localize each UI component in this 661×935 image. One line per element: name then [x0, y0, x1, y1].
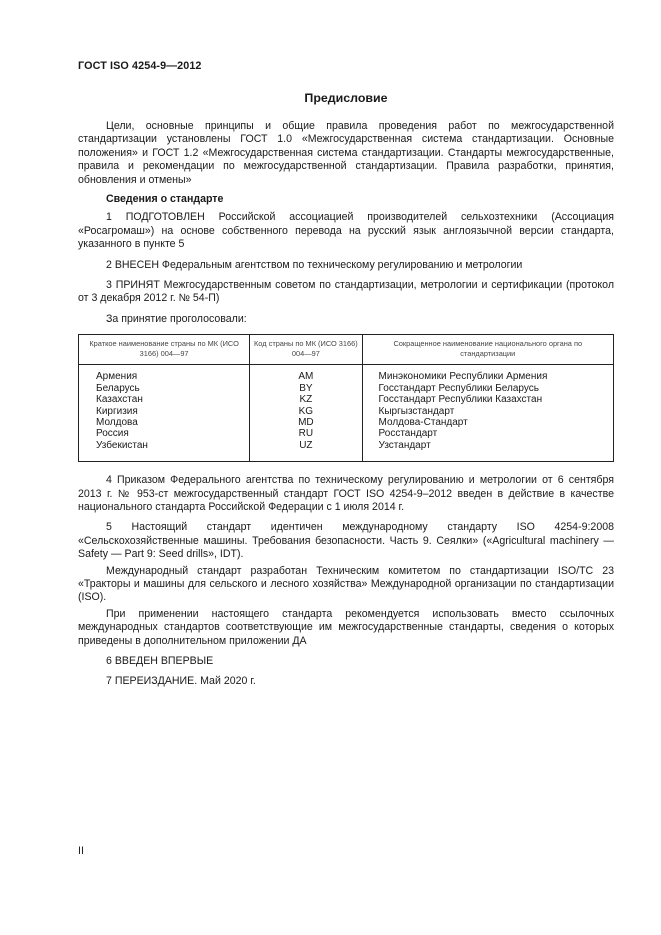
page-title: Предисловие [304, 91, 388, 105]
body-cell: Госстандарт Республики Казахстан [362, 394, 613, 405]
code-cell: KZ [250, 394, 362, 405]
table-row [79, 440, 614, 462]
page-number: II [78, 845, 84, 857]
country-cell: Россия [79, 428, 250, 439]
table-row [79, 406, 614, 417]
body-cell: Молдова-Стандарт [362, 417, 613, 428]
item-1: 1 ПОДГОТОВЛЕН Российской ассоциацией производителей сельхозтехники (Ассоциация «Росагромаш») на основе собственного перевода на русский язык англоязычной версии стандарта, указанного в пункте 5 [78, 211, 614, 251]
country-cell: Молдова [79, 417, 250, 428]
voting-table [78, 334, 614, 462]
code-cell: RU [250, 428, 362, 439]
item-2: 2 ВНЕСЕН Федеральным агентством по техническому регулированию и метрологии [106, 258, 523, 271]
body-cell: Узстандарт [362, 440, 613, 462]
item-7: 7 ПЕРЕИЗДАНИЕ. Май 2020 г. [106, 675, 256, 688]
code-cell: MD [250, 417, 362, 428]
table-row [79, 428, 614, 439]
body-cell: Росстандарт [362, 428, 613, 439]
table-row [79, 383, 614, 394]
document-body [78, 120, 614, 689]
code-cell: KG [250, 406, 362, 417]
country-cell: Казахстан [79, 394, 250, 405]
country-cell: Беларусь [79, 383, 250, 394]
country-cell: Узбекистан [79, 440, 250, 462]
section-title: Сведения о стандарте [106, 193, 224, 206]
item-3: 3 ПРИНЯТ Межгосударственным советом по стандартизации, метрологии и сертификации (протокол от 3 декабря 2012 г. № 54-П) [78, 279, 614, 305]
code-cell: UZ [250, 440, 362, 462]
item-4: 4 Приказом Федерального агентства по техническому регулированию и метрологии от 6 сентября 2013 г. № 953-ст межгосударственный стандарт ГОСТ ISO 4254-9–2012 введен в действие в качестве национального стандарта Российской Федерации с 1 июля 2014 г. [78, 474, 614, 513]
item-5-note-iso: Международный стандарт разработан Техническим комитетом по стандартизации ISO/TC 23 «Тракторы и машины для сельского и лесного хозяйства» Международной организации по стандартизации (ISO). [78, 564, 614, 604]
table-row [79, 394, 614, 405]
table-row [79, 417, 614, 428]
table-header-row [79, 335, 614, 365]
item-3-vote: За принятие проголосовали: [106, 312, 247, 325]
code-cell: BY [250, 383, 362, 394]
item-5: 5 Настоящий стандарт идентичен международному стандарту ISO 4254-9:2008 «Сельскохозяйственные машины. Требования безопасности. Часть 9. Сеялки» («Agricultural machinery — Safety — Part 9: Seed drills», IDT). [78, 521, 614, 561]
table-header-body: Сокращенное наименование национального органа по стандартизации [362, 335, 613, 365]
table-header-code: Код страны по МК (ИСО 3166) 004—97 [250, 335, 362, 365]
intro-paragraph: Цели, основные принципы и общие правила проведения работ по межгосударственной стандартизации установлены ГОСТ 1.0 «Межгосударственная система стандартизации. Основные положения» и ГОСТ 1.2 «Межгосударственная система стандартизации. Стандарты межгосударственные, правила и рекомендации по межгосударственной стандартизации. Правила разработки, принятия, обновления и отмены» [78, 120, 614, 186]
body-cell: Минэкономики Республики Армения [362, 365, 613, 383]
country-cell: Армения [79, 365, 250, 383]
document-header: ГОСТ ISO 4254-9—2012 [78, 60, 202, 72]
item-5-note-references: При применении настоящего стандарта рекомендуется использовать вместо ссылочных международных стандартов соответствующие им межгосударственные стандарты, сведения о которых приведены в дополнительном приложении ДА [78, 607, 614, 647]
body-cell: Кыргызстандарт [362, 406, 613, 417]
country-cell: Киргизия [79, 406, 250, 417]
body-cell: Госстандарт Республики Беларусь [362, 383, 613, 394]
code-cell: AM [250, 365, 362, 383]
table-row [79, 365, 614, 383]
item-6: 6 ВВЕДЕН ВПЕРВЫЕ [106, 655, 214, 667]
table-header-country: Краткое наименование страны по МК (ИСО 3166) 004—97 [79, 335, 250, 365]
